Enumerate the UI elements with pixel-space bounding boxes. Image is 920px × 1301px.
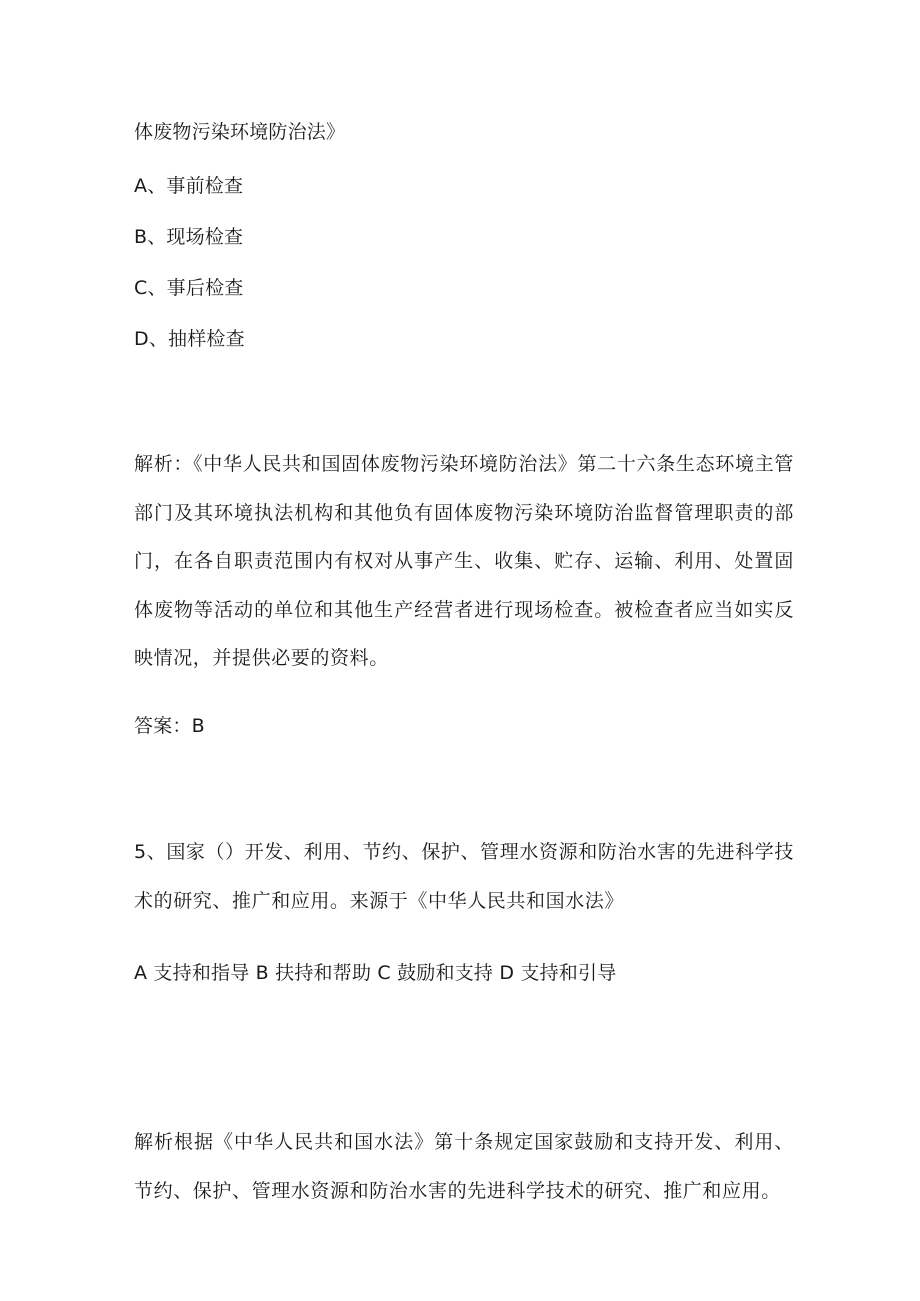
question-4-analysis: 解析：《中华人民共和国固体废物污染环境防治法》第二十六条生态环境主管部门及其环境执法机构和其他负有固体废物污染环境防治监督管理职责的部门，在各自职责范围内有权对从事产生、收集、贮存、运输、利用、处置固体废物等活动的单位和其他生产经营者进行现场检查。被检查者应当如实反映情况，并提供必要的资料。 bbox=[134, 453, 794, 669]
question-5-analysis: 解析根据《中华人民共和国水法》第十条规定国家鼓励和支持开发、利用、节约、保护、管理水资源和防治水害的先进科学技术的研究、推广和应用。 bbox=[134, 1131, 794, 1202]
question-4-option-b: B、现场检查 bbox=[134, 226, 244, 248]
question-4-option-d: D、抽样检查 bbox=[134, 328, 245, 350]
question-5-options: A 支持和指导 B 扶持和帮助 C 鼓励和支持 D 支持和引导 bbox=[134, 962, 617, 984]
question-4-stem-tail: 体废物污染环境防治法》 bbox=[134, 121, 346, 143]
question-5-stem: 5、国家（）开发、利用、节约、保护、管理水资源和防治水害的先进科学技术的研究、推广和应用。来源于《中华人民共和国水法》 bbox=[134, 841, 794, 912]
question-4-answer: 答案：B bbox=[134, 715, 205, 737]
question-4-option-c: C、事后检查 bbox=[134, 277, 244, 299]
question-4-option-a: A、事前检查 bbox=[134, 175, 244, 197]
